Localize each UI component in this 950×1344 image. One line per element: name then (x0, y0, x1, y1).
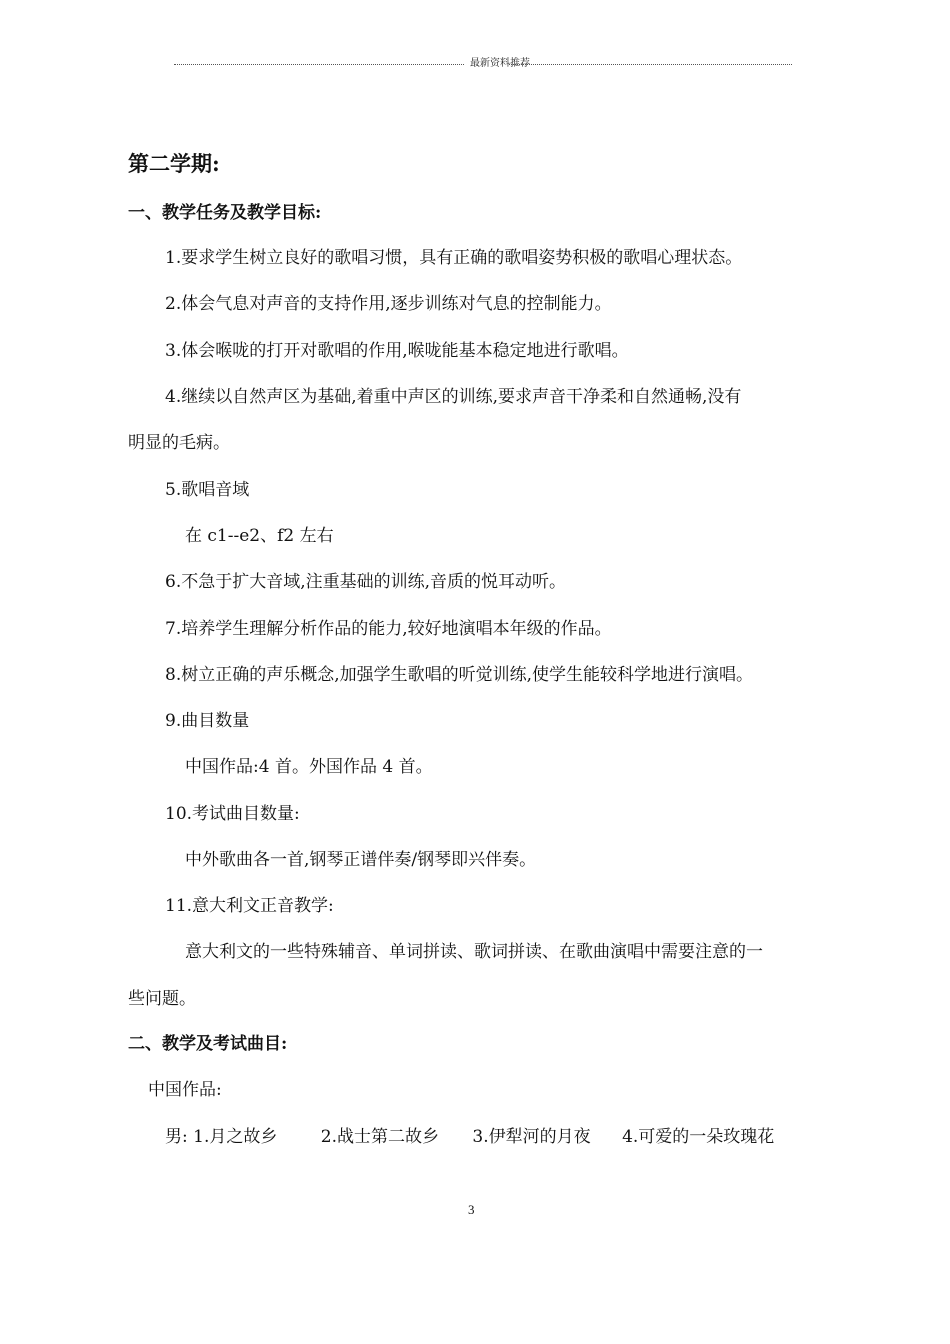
section-heading-goals: 一、教学任务及教学目标: (128, 203, 322, 223)
male-song-list (165, 1125, 774, 1149)
song-4: 4.可爱的一朵玫瑰花 (622, 1127, 775, 1147)
page-number: 3 (468, 1202, 475, 1217)
goal-item-6: 6.不急于扩大音域,注重基础的训练,音质的悦耳动听。 (165, 572, 567, 592)
goal-item-7: 7.培养学生理解分析作品的能力,较好地演唱本年级的作品。 (165, 619, 612, 639)
goal-item-8: 8.树立正确的声乐概念,加强学生歌唱的听觉训练,使学生能较科学地进行演唱。 (165, 665, 754, 685)
goal-item-11-continued: 些问题。 (128, 989, 196, 1009)
song-2: 2.战士第二故乡 (320, 1127, 440, 1147)
goal-item-11-detail: 意大利文的一些特殊辅音、单词拼读、歌词拼读、在歌曲演唱中需要注意的一 (185, 942, 763, 962)
header-text: 最新资料推荐 (470, 58, 530, 69)
goal-item-9-detail: 中国作品:4 首。外国作品 4 首。 (185, 757, 433, 777)
male-label: 男: (165, 1127, 188, 1147)
semester-title: 第二学期: (128, 151, 220, 176)
goal-item-3: 3.体会喉咙的打开对歌唱的作用,喉咙能基本稳定地进行歌唱。 (165, 341, 629, 361)
goal-item-10: 10.考试曲目数量: (165, 804, 300, 824)
page-header (174, 57, 792, 73)
goal-item-10-detail: 中外歌曲各一首,钢琴正谱伴奏/钢琴即兴伴奏。 (185, 850, 537, 870)
goal-item-2: 2.体会气息对声音的支持作用,逐步训练对气息的控制能力。 (165, 294, 612, 314)
goal-item-11: 11.意大利文正音教学: (165, 896, 334, 916)
header-dotted-rule-left (174, 64, 464, 65)
goal-item-5: 5.歌唱音域 (165, 480, 250, 500)
chinese-works-label: 中国作品: (148, 1080, 222, 1100)
goal-item-1: 1.要求学生树立良好的歌唱习惯，具有正确的歌唱姿势积极的歌唱心理状态。 (165, 248, 743, 268)
song-3: 3.伊犁河的月夜 (472, 1127, 591, 1147)
section-heading-repertoire: 二、教学及考试曲目: (128, 1034, 288, 1054)
goal-item-5-detail: 在 c1--e2、f2 左右 (185, 526, 334, 546)
header-dotted-rule-right (509, 64, 792, 65)
goal-item-9: 9.曲目数量 (165, 711, 250, 731)
goal-item-4: 4.继续以自然声区为基础,着重中声区的训练,要求声音干净柔和自然通畅,没有 (165, 387, 742, 407)
goal-item-4-continued: 明显的毛病。 (128, 433, 230, 453)
song-1: 1.月之故乡 (193, 1127, 278, 1147)
